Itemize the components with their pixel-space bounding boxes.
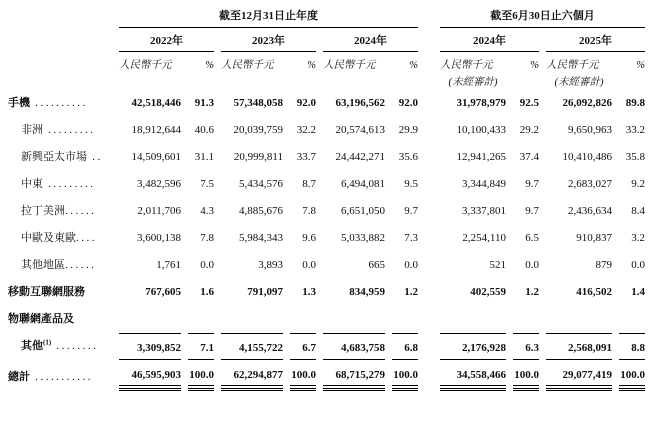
cell-amount-2022: [119, 306, 181, 333]
cell-pct-2024: 6.8: [392, 333, 418, 360]
row-label: [8, 144, 112, 171]
percent-label: %: [205, 60, 214, 71]
cell-pct-2022: 7.8: [200, 232, 214, 244]
dot-leader: ...........: [30, 371, 93, 383]
table-row: [8, 252, 645, 279]
year-header-2025-interim: 2025年: [546, 28, 645, 52]
cell-amount-2024: 20,574,613: [335, 124, 385, 136]
cell-amount-2025-interim: 879: [595, 259, 612, 271]
cell-pct-2024-interim: 9.7: [525, 178, 539, 190]
section-gap: [425, 279, 433, 306]
cell-amount-2023: [221, 306, 283, 333]
cell-pct-2024: 100.0: [392, 360, 418, 391]
cell-amount-2024: 63,196,562: [335, 97, 385, 109]
unit-label: 人民幣千元: [546, 60, 599, 71]
row-label-text: 拉丁美洲: [21, 205, 65, 217]
row-label: [8, 279, 112, 306]
dot-leader: ..: [87, 151, 103, 163]
cell-pct-2022: 7.5: [200, 178, 214, 190]
cell-amount-2025-interim: 2,568,091: [546, 333, 612, 360]
cell-amount-2025-interim: 910,837: [576, 232, 612, 244]
section-gap: [425, 171, 433, 198]
cell-pct-2022: [188, 306, 214, 333]
table-row: [8, 360, 645, 391]
period-interim-header: 截至6月30日止六個月: [440, 6, 645, 28]
dot-leader: ....: [76, 232, 97, 244]
row-label: [8, 117, 112, 144]
cell-pct-2025-interim: 100.0: [619, 360, 645, 391]
label-column-spacer: [8, 6, 112, 28]
spacer: [119, 73, 214, 90]
cell-pct-2024: 9.7: [404, 205, 418, 217]
label-column-spacer: [8, 73, 112, 90]
cell-amount-2023: 5,984,343: [239, 232, 283, 244]
cell-amount-2022: 3,600,138: [137, 232, 181, 244]
cell-pct-2025-interim: 35.8: [625, 151, 645, 163]
section-gap: [425, 306, 433, 333]
row-label: [8, 252, 112, 279]
row-label: [8, 360, 112, 391]
cell-pct-2024: 29.9: [398, 124, 418, 136]
cell-pct-2023: 100.0: [290, 360, 316, 391]
table-row: [8, 90, 645, 117]
unit-label: 人民幣千元: [440, 60, 493, 71]
row-label-text: 新興亞太市場: [21, 151, 87, 163]
cell-amount-2023: 20,999,811: [233, 151, 283, 163]
cell-amount-2024: 6,494,081: [341, 178, 385, 190]
dot-leader: ..........: [30, 97, 88, 109]
cell-pct-2024: 92.0: [398, 97, 418, 109]
cell-pct-2025-interim: 8.4: [631, 205, 645, 217]
cell-amount-2024-interim: 2,254,110: [462, 232, 506, 244]
table-row: [8, 117, 645, 144]
unaudited-note-row: [8, 73, 645, 90]
spacer: [323, 73, 418, 90]
cell-amount-2022: 1,761: [156, 259, 181, 271]
row-label-text: 其他: [21, 340, 43, 352]
cell-amount-2024: 68,715,279: [323, 360, 385, 391]
cell-amount-2025-interim: 29,077,419: [546, 360, 612, 391]
cell-pct-2022: 91.3: [194, 97, 214, 109]
cell-amount-2025-interim: [546, 306, 612, 333]
cell-pct-2024-interim: 37.4: [519, 151, 539, 163]
percent-label: %: [409, 60, 418, 71]
row-label-text: 總計: [8, 371, 30, 383]
section-gap: [425, 6, 433, 28]
cell-pct-2023: 6.7: [290, 333, 316, 360]
cell-pct-2023: 32.2: [296, 124, 316, 136]
cell-pct-2022: 4.3: [200, 205, 214, 217]
section-gap: [425, 333, 433, 360]
spacer: [221, 73, 316, 90]
cell-pct-2024-interim: 0.0: [525, 259, 539, 271]
cell-amount-2023: 791,097: [247, 286, 283, 298]
dot-leader: ........: [51, 340, 99, 352]
cell-pct-2022: 1.6: [200, 286, 214, 298]
unit-label: 人民幣千元: [323, 60, 376, 71]
section-gap: [425, 90, 433, 117]
cell-amount-2023: 4,155,722: [221, 333, 283, 360]
row-label: [8, 90, 112, 117]
unaudited-note: (未經審計): [448, 77, 498, 88]
cell-pct-2025-interim: 1.4: [631, 286, 645, 298]
cell-pct-2024: 0.0: [404, 259, 418, 271]
table-body: [8, 90, 645, 391]
cell-amount-2025-interim: 416,502: [576, 286, 612, 298]
cell-amount-2025-interim: 10,410,486: [562, 151, 612, 163]
row-label-text: 中東: [21, 178, 43, 190]
cell-pct-2025-interim: 8.8: [619, 333, 645, 360]
table-row: [8, 306, 645, 333]
row-label: [8, 171, 112, 198]
cell-pct-2025-interim: 3.2: [631, 232, 645, 244]
cell-pct-2023: [290, 306, 316, 333]
cell-amount-2024: [323, 306, 385, 333]
dot-leader: ......: [65, 205, 97, 217]
percent-label: %: [530, 60, 539, 71]
section-gap: [425, 28, 433, 52]
section-gap: [425, 360, 433, 391]
table-row: [8, 144, 645, 171]
table-row: [8, 279, 645, 306]
row-label-text: 移動互聯網服務: [8, 286, 85, 298]
period-annual-header: 截至12月31日止年度: [119, 6, 418, 28]
cell-pct-2024: [392, 306, 418, 333]
cell-amount-2024-interim: 3,337,801: [462, 205, 506, 217]
row-label-text: 非洲: [21, 124, 43, 136]
footnote-ref: (1): [43, 338, 52, 347]
label-column-spacer: [8, 28, 112, 52]
cell-amount-2024-interim: 402,559: [470, 286, 506, 298]
cell-pct-2023: 33.7: [296, 151, 316, 163]
cell-pct-2023: 9.6: [302, 232, 316, 244]
section-gap: [425, 144, 433, 171]
row-label: [8, 198, 112, 225]
row-label-text: 物聯網產品及: [8, 313, 74, 325]
dot-leader: ......: [65, 259, 97, 271]
cell-amount-2022: 3,309,852: [119, 333, 181, 360]
cell-pct-2024: 7.3: [404, 232, 418, 244]
cell-amount-2022: 14,509,601: [131, 151, 181, 163]
cell-amount-2022: 46,595,903: [119, 360, 181, 391]
section-gap: [425, 117, 433, 144]
cell-pct-2022: 40.6: [194, 124, 214, 136]
cell-amount-2023: 20,039,759: [233, 124, 283, 136]
cell-amount-2024: 6,651,050: [341, 205, 385, 217]
unit-header-row: [8, 52, 645, 73]
cell-pct-2024-interim: [513, 306, 539, 333]
cell-pct-2025-interim: 89.8: [625, 97, 645, 109]
table-row: [8, 333, 645, 360]
cell-amount-2023: 3,893: [258, 259, 283, 271]
cell-pct-2022: 7.1: [188, 333, 214, 360]
cell-pct-2025-interim: [619, 306, 645, 333]
cell-pct-2024: 35.6: [398, 151, 418, 163]
cell-amount-2024: 5,033,882: [341, 232, 385, 244]
unaudited-note: (未經審計): [554, 77, 604, 88]
cell-pct-2025-interim: 9.2: [631, 178, 645, 190]
cell-pct-2025-interim: 33.2: [625, 124, 645, 136]
table-row: [8, 171, 645, 198]
section-gap: [425, 52, 433, 73]
cell-amount-2024-interim: 521: [489, 259, 506, 271]
cell-pct-2024: 1.2: [404, 286, 418, 298]
cell-pct-2022: 31.1: [194, 151, 214, 163]
cell-pct-2025-interim: 0.0: [631, 259, 645, 271]
cell-pct-2022: 0.0: [200, 259, 214, 271]
cell-pct-2024-interim: 6.5: [525, 232, 539, 244]
year-header-2024-interim: 2024年: [440, 28, 539, 52]
cell-pct-2024-interim: 29.2: [519, 124, 539, 136]
year-header-2023: 2023年: [221, 28, 316, 52]
cell-pct-2024-interim: 9.7: [525, 205, 539, 217]
cell-pct-2022: 100.0: [188, 360, 214, 391]
row-label-text: 其他地區: [21, 259, 65, 271]
cell-amount-2024: 24,442,271: [335, 151, 385, 163]
cell-amount-2024-interim: 31,978,979: [456, 97, 506, 109]
row-label-text: 中歐及東歐: [21, 232, 76, 244]
cell-amount-2025-interim: 9,650,963: [568, 124, 612, 136]
cell-amount-2024-interim: 10,100,433: [456, 124, 506, 136]
cell-amount-2025-interim: 2,683,027: [568, 178, 612, 190]
cell-amount-2022: 42,518,446: [131, 97, 181, 109]
cell-pct-2024-interim: 92.5: [519, 97, 539, 109]
section-gap: [425, 73, 433, 90]
cell-amount-2023: 57,348,058: [233, 97, 283, 109]
year-header-row: [8, 28, 645, 52]
cell-amount-2023: 5,434,576: [239, 178, 283, 190]
section-gap: [425, 225, 433, 252]
row-label-text: 手機: [8, 97, 30, 109]
cell-pct-2023: 92.0: [296, 97, 316, 109]
section-gap: [425, 198, 433, 225]
dot-leader: .........: [43, 124, 96, 136]
cell-amount-2024: 834,959: [349, 286, 385, 298]
row-label: [8, 333, 112, 360]
dot-leader: .........: [43, 178, 96, 190]
cell-amount-2024-interim: 3,344,849: [462, 178, 506, 190]
cell-amount-2023: 4,885,676: [239, 205, 283, 217]
year-header-2022: 2022年: [119, 28, 214, 52]
cell-pct-2024-interim: 100.0: [513, 360, 539, 391]
row-label: [8, 225, 112, 252]
section-gap: [425, 252, 433, 279]
cell-amount-2024: 4,683,758: [323, 333, 385, 360]
year-header-2024: 2024年: [323, 28, 418, 52]
row-label: [8, 306, 112, 333]
cell-pct-2024: 9.5: [404, 178, 418, 190]
cell-pct-2023: 1.3: [302, 286, 316, 298]
cell-pct-2023: 0.0: [302, 259, 316, 271]
cell-amount-2024-interim: 2,176,928: [440, 333, 506, 360]
cell-amount-2023: 62,294,877: [221, 360, 283, 391]
percent-label: %: [307, 60, 316, 71]
cell-amount-2022: 3,482,596: [137, 178, 181, 190]
label-column-spacer: [8, 52, 112, 73]
cell-amount-2024-interim: 34,558,466: [440, 360, 506, 391]
table-row: [8, 225, 645, 252]
cell-pct-2023: 7.8: [302, 205, 316, 217]
revenue-breakdown-table: [1, 6, 652, 391]
cell-pct-2024-interim: 6.3: [513, 333, 539, 360]
cell-amount-2024-interim: 12,941,265: [456, 151, 506, 163]
percent-label: %: [636, 60, 645, 71]
cell-amount-2022: 767,605: [145, 286, 181, 298]
unit-label: 人民幣千元: [119, 60, 172, 71]
cell-amount-2022: 18,912,644: [131, 124, 181, 136]
cell-pct-2024-interim: 1.2: [525, 286, 539, 298]
cell-amount-2025-interim: 26,092,826: [562, 97, 612, 109]
unit-label: 人民幣千元: [221, 60, 274, 71]
cell-pct-2023: 8.7: [302, 178, 316, 190]
cell-amount-2022: 2,011,706: [137, 205, 181, 217]
cell-amount-2024: 665: [368, 259, 385, 271]
cell-amount-2025-interim: 2,436,634: [568, 205, 612, 217]
table-row: [8, 198, 645, 225]
cell-amount-2024-interim: [440, 306, 506, 333]
period-header-row: [8, 6, 645, 28]
